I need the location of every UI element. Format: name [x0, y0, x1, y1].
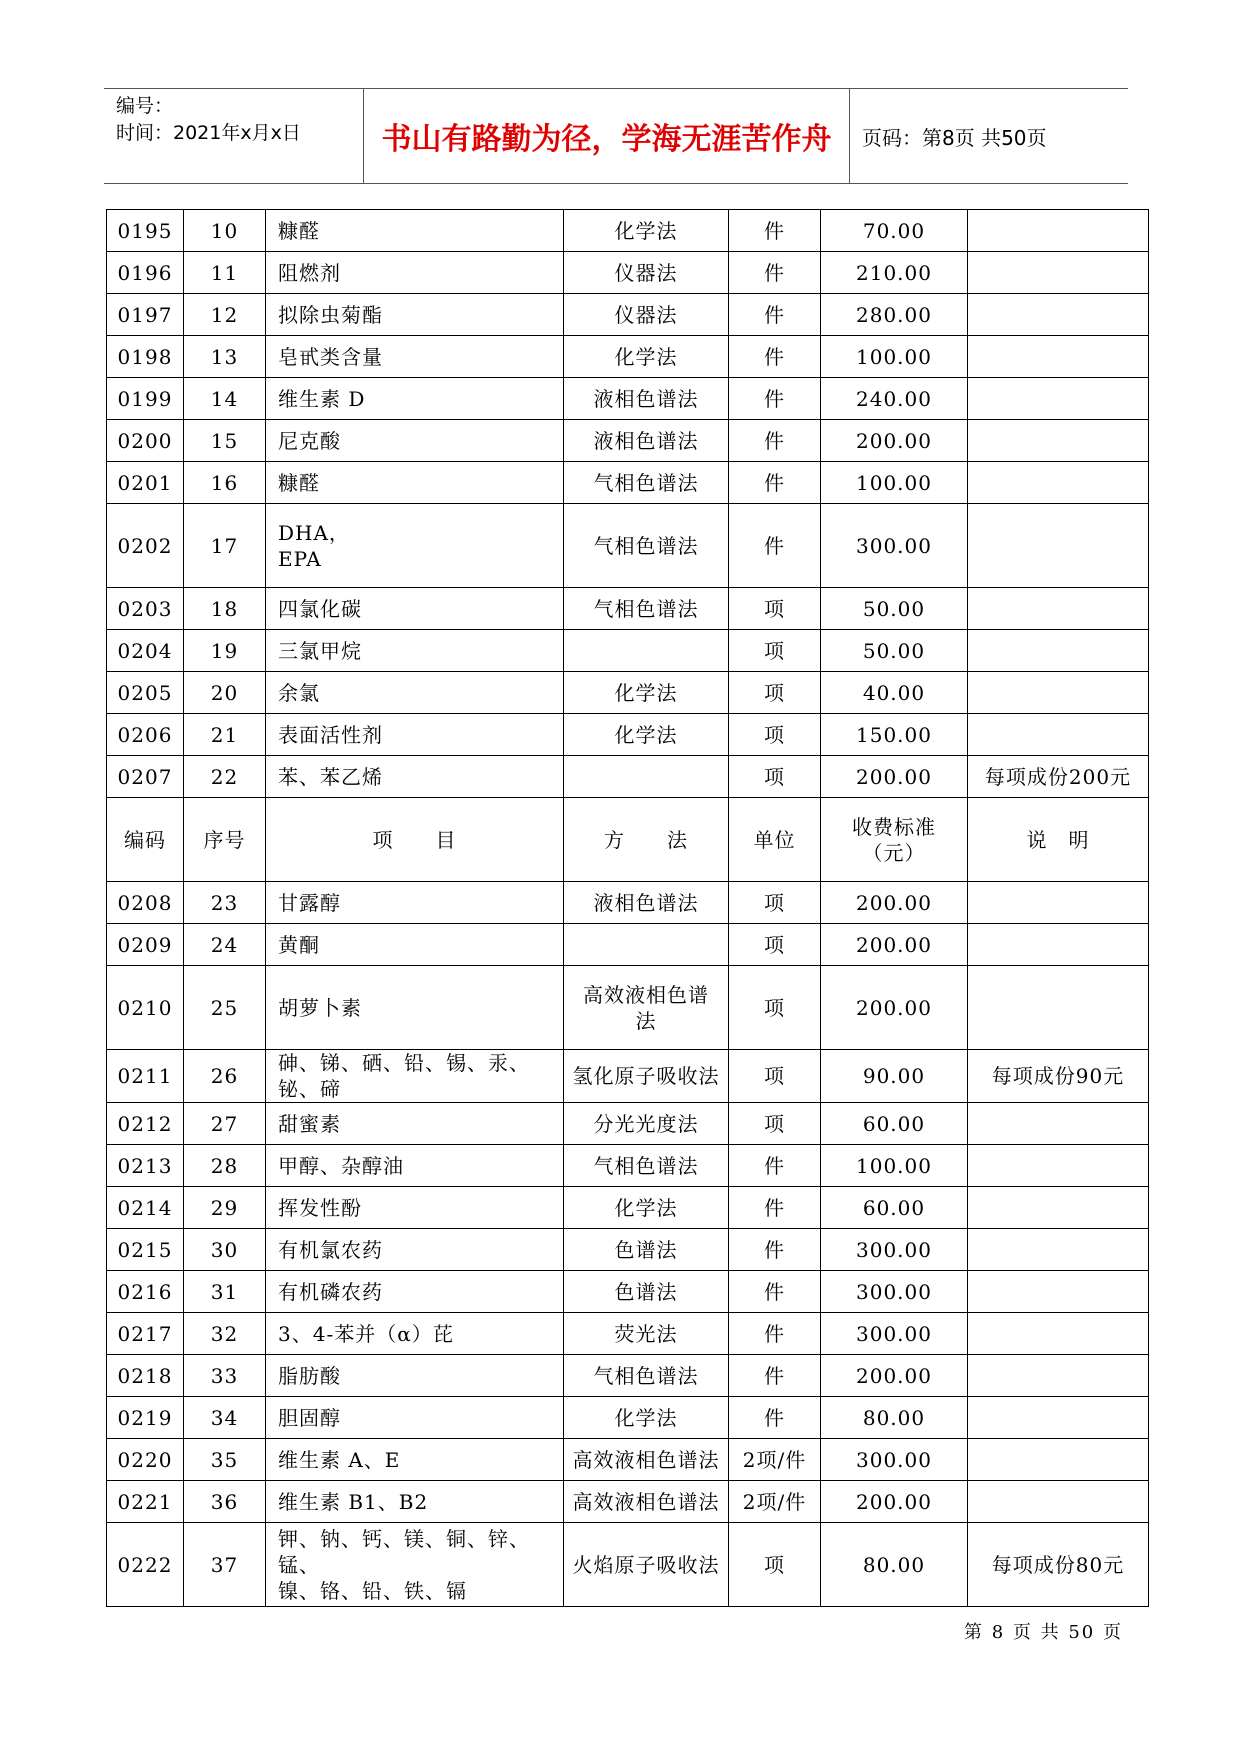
- cell-code: 0200: [107, 420, 184, 462]
- cell-method: 气相色谱法: [564, 462, 729, 504]
- cell-fee: 80.00: [821, 1523, 968, 1607]
- cell-code: 0222: [107, 1523, 184, 1607]
- cell-item: 胆固醇: [266, 1397, 564, 1439]
- cell-method: 气相色谱法: [564, 1145, 729, 1187]
- table-row: [107, 1103, 1149, 1145]
- cell-method: [564, 924, 729, 966]
- table-row: [107, 1439, 1149, 1481]
- table-row: [107, 672, 1149, 714]
- cell-note: 每项成份200元: [968, 756, 1149, 798]
- column-header-note: 说 明: [968, 798, 1149, 882]
- cell-seq: 23: [184, 882, 266, 924]
- cell-code: 0211: [107, 1050, 184, 1103]
- cell-unit: 项: [729, 924, 821, 966]
- table-row: [107, 1229, 1149, 1271]
- cell-seq: 30: [184, 1229, 266, 1271]
- cell-note: [968, 588, 1149, 630]
- cell-item: 挥发性酚: [266, 1187, 564, 1229]
- cell-method: 液相色谱法: [564, 882, 729, 924]
- table-row: [107, 1050, 1149, 1103]
- cell-fee: 100.00: [821, 462, 968, 504]
- cell-fee: 200.00: [821, 1355, 968, 1397]
- cell-code: 0198: [107, 336, 184, 378]
- cell-unit: 2项/件: [729, 1439, 821, 1481]
- motto: 书山有路勤为径，学海无涯苦作舟: [364, 89, 850, 183]
- cell-item: 黄酮: [266, 924, 564, 966]
- cell-note: [968, 1271, 1149, 1313]
- cell-note: [968, 210, 1149, 252]
- cell-fee: 300.00: [821, 504, 968, 588]
- time-label: 时间：2021年x月x日: [116, 122, 301, 144]
- cell-method: 气相色谱法: [564, 588, 729, 630]
- cell-note: [968, 504, 1149, 588]
- cell-code: 0199: [107, 378, 184, 420]
- cell-code: 0217: [107, 1313, 184, 1355]
- cell-method: 高效液相色谱 法: [564, 966, 729, 1050]
- cell-note: [968, 1313, 1149, 1355]
- cell-item: 甲醇、杂醇油: [266, 1145, 564, 1187]
- table-row: [107, 924, 1149, 966]
- cell-unit: 件: [729, 1145, 821, 1187]
- column-header-unit: 单位: [729, 798, 821, 882]
- cell-method: 化学法: [564, 1187, 729, 1229]
- cell-code: 0209: [107, 924, 184, 966]
- cell-unit: 件: [729, 1187, 821, 1229]
- cell-code: 0221: [107, 1481, 184, 1523]
- cell-method: 化学法: [564, 672, 729, 714]
- cell-unit: 项: [729, 630, 821, 672]
- cell-item: 维生素 B1、B2: [266, 1481, 564, 1523]
- cell-code: 0202: [107, 504, 184, 588]
- cell-unit: 件: [729, 504, 821, 588]
- cell-method: 仪器法: [564, 294, 729, 336]
- cell-method: 色谱法: [564, 1271, 729, 1313]
- cell-item: 三氯甲烷: [266, 630, 564, 672]
- cell-note: [968, 1103, 1149, 1145]
- cell-fee: 80.00: [821, 1397, 968, 1439]
- cell-method: 气相色谱法: [564, 1355, 729, 1397]
- cell-note: [968, 1481, 1149, 1523]
- cell-note: [968, 462, 1149, 504]
- cell-code: 0213: [107, 1145, 184, 1187]
- page-header: [104, 88, 1128, 184]
- cell-fee: 300.00: [821, 1229, 968, 1271]
- cell-seq: 26: [184, 1050, 266, 1103]
- cell-fee: 50.00: [821, 630, 968, 672]
- cell-fee: 210.00: [821, 252, 968, 294]
- cell-unit: 项: [729, 1103, 821, 1145]
- cell-item: 维生素 A、E: [266, 1439, 564, 1481]
- table-row: [107, 1481, 1149, 1523]
- cell-method: 氢化原子吸收法: [564, 1050, 729, 1103]
- cell-method: 色谱法: [564, 1229, 729, 1271]
- cell-unit: 件: [729, 1313, 821, 1355]
- cell-item: 阻燃剂: [266, 252, 564, 294]
- cell-seq: 29: [184, 1187, 266, 1229]
- cell-item: 胡萝卜素: [266, 966, 564, 1050]
- number-label: 编号：: [116, 95, 174, 117]
- cell-seq: 37: [184, 1523, 266, 1607]
- cell-method: [564, 756, 729, 798]
- cell-code: 0195: [107, 210, 184, 252]
- cell-fee: 70.00: [821, 210, 968, 252]
- cell-code: 0215: [107, 1229, 184, 1271]
- cell-unit: 项: [729, 756, 821, 798]
- cell-item: 甘露醇: [266, 882, 564, 924]
- cell-fee: 100.00: [821, 1145, 968, 1187]
- cell-fee: 200.00: [821, 924, 968, 966]
- cell-seq: 33: [184, 1355, 266, 1397]
- cell-method: 火焰原子吸收法: [564, 1523, 729, 1607]
- table-row: [107, 1397, 1149, 1439]
- table-row: [107, 588, 1149, 630]
- cell-item: 甜蜜素: [266, 1103, 564, 1145]
- cell-item: 钾、钠、钙、镁、铜、锌、锰、 镍、铬、铅、铁、镉: [266, 1523, 564, 1607]
- cell-fee: 50.00: [821, 588, 968, 630]
- cell-note: [968, 1355, 1149, 1397]
- table-row: [107, 1271, 1149, 1313]
- cell-seq: 22: [184, 756, 266, 798]
- cell-code: 0196: [107, 252, 184, 294]
- cell-unit: 件: [729, 336, 821, 378]
- cell-item: 拟除虫菊酯: [266, 294, 564, 336]
- cell-seq: 25: [184, 966, 266, 1050]
- cell-seq: 20: [184, 672, 266, 714]
- cell-method: 化学法: [564, 210, 729, 252]
- cell-note: [968, 294, 1149, 336]
- cell-seq: 16: [184, 462, 266, 504]
- cell-item: DHA， EPA: [266, 504, 564, 588]
- cell-item: 有机氯农药: [266, 1229, 564, 1271]
- cell-code: 0201: [107, 462, 184, 504]
- cell-item: 苯、苯乙烯: [266, 756, 564, 798]
- cell-code: 0206: [107, 714, 184, 756]
- cell-note: [968, 714, 1149, 756]
- cell-method: 液相色谱法: [564, 420, 729, 462]
- table-row: [107, 1145, 1149, 1187]
- header-meta: [104, 89, 364, 183]
- cell-fee: 200.00: [821, 1481, 968, 1523]
- cell-seq: 10: [184, 210, 266, 252]
- cell-note: [968, 252, 1149, 294]
- cell-seq: 17: [184, 504, 266, 588]
- cell-code: 0208: [107, 882, 184, 924]
- cell-note: [968, 378, 1149, 420]
- cell-item: 糠醛: [266, 462, 564, 504]
- cell-item: 3、4-苯并（α）芘: [266, 1313, 564, 1355]
- cell-code: 0220: [107, 1439, 184, 1481]
- cell-note: [968, 336, 1149, 378]
- cell-fee: 60.00: [821, 1103, 968, 1145]
- cell-method: [564, 630, 729, 672]
- table-row: [107, 336, 1149, 378]
- cell-seq: 24: [184, 924, 266, 966]
- cell-seq: 36: [184, 1481, 266, 1523]
- cell-unit: 项: [729, 714, 821, 756]
- table-header-row: [107, 798, 1149, 882]
- cell-code: 0204: [107, 630, 184, 672]
- column-header-seq: 序号: [184, 798, 266, 882]
- cell-code: 0219: [107, 1397, 184, 1439]
- cell-seq: 28: [184, 1145, 266, 1187]
- cell-unit: 件: [729, 1355, 821, 1397]
- cell-seq: 32: [184, 1313, 266, 1355]
- cell-method: 仪器法: [564, 252, 729, 294]
- table-row: [107, 882, 1149, 924]
- table-row: [107, 1187, 1149, 1229]
- cell-item: 维生素 D: [266, 378, 564, 420]
- table-row: [107, 756, 1149, 798]
- table-row: [107, 630, 1149, 672]
- cell-fee: 90.00: [821, 1050, 968, 1103]
- cell-note: [968, 1397, 1149, 1439]
- cell-item: 余氯: [266, 672, 564, 714]
- cell-method: 化学法: [564, 714, 729, 756]
- cell-unit: 件: [729, 462, 821, 504]
- cell-seq: 15: [184, 420, 266, 462]
- cell-code: 0216: [107, 1271, 184, 1313]
- cell-item: 尼克酸: [266, 420, 564, 462]
- cell-method: 化学法: [564, 336, 729, 378]
- cell-note: [968, 1229, 1149, 1271]
- cell-note: [968, 882, 1149, 924]
- page-footer: 第 8 页 共 50 页: [964, 1622, 1123, 1643]
- table-row: [107, 462, 1149, 504]
- cell-note: [968, 630, 1149, 672]
- cell-method: 高效液相色谱法: [564, 1439, 729, 1481]
- cell-fee: 200.00: [821, 420, 968, 462]
- table-row: [107, 1355, 1149, 1397]
- cell-fee: 60.00: [821, 1187, 968, 1229]
- column-header-item: 项 目: [266, 798, 564, 882]
- cell-seq: 18: [184, 588, 266, 630]
- column-header-code: 编码: [107, 798, 184, 882]
- table-row: [107, 294, 1149, 336]
- cell-code: 0197: [107, 294, 184, 336]
- table-row: [107, 714, 1149, 756]
- table-row: [107, 252, 1149, 294]
- cell-unit: 件: [729, 420, 821, 462]
- cell-fee: 280.00: [821, 294, 968, 336]
- column-header-method: 方 法: [564, 798, 729, 882]
- cell-note: [968, 924, 1149, 966]
- cell-method: 荧光法: [564, 1313, 729, 1355]
- cell-unit: 件: [729, 210, 821, 252]
- cell-code: 0205: [107, 672, 184, 714]
- cell-unit: 项: [729, 966, 821, 1050]
- cell-method: 气相色谱法: [564, 504, 729, 588]
- cell-unit: 项: [729, 1050, 821, 1103]
- cell-fee: 300.00: [821, 1313, 968, 1355]
- cell-unit: 件: [729, 1271, 821, 1313]
- cell-item: 有机磷农药: [266, 1271, 564, 1313]
- table-row: [107, 1523, 1149, 1607]
- cell-note: [968, 420, 1149, 462]
- page-label: 页码：第8页 共50页: [862, 125, 1047, 150]
- cell-method: 高效液相色谱法: [564, 1481, 729, 1523]
- cell-code: 0207: [107, 756, 184, 798]
- cell-code: 0214: [107, 1187, 184, 1229]
- cell-method: 化学法: [564, 1397, 729, 1439]
- cell-seq: 31: [184, 1271, 266, 1313]
- cell-note: [968, 672, 1149, 714]
- cell-seq: 27: [184, 1103, 266, 1145]
- table-row: [107, 210, 1149, 252]
- cell-item: 糠醛: [266, 210, 564, 252]
- cell-note: 每项成份80元: [968, 1523, 1149, 1607]
- cell-seq: 13: [184, 336, 266, 378]
- cell-unit: 项: [729, 672, 821, 714]
- cell-note: [968, 1439, 1149, 1481]
- table-row: [107, 504, 1149, 588]
- cell-unit: 项: [729, 882, 821, 924]
- cell-note: [968, 1187, 1149, 1229]
- table-row: [107, 378, 1149, 420]
- cell-note: [968, 966, 1149, 1050]
- cell-unit: 2项/件: [729, 1481, 821, 1523]
- table-row: [107, 966, 1149, 1050]
- table-row: [107, 420, 1149, 462]
- cell-seq: 35: [184, 1439, 266, 1481]
- cell-unit: 件: [729, 294, 821, 336]
- cell-item: 四氯化碳: [266, 588, 564, 630]
- column-header-fee: 收费标准 （元）: [821, 798, 968, 882]
- cell-unit: 件: [729, 1397, 821, 1439]
- cell-fee: 40.00: [821, 672, 968, 714]
- cell-unit: 件: [729, 378, 821, 420]
- cell-seq: 11: [184, 252, 266, 294]
- cell-unit: 项: [729, 588, 821, 630]
- cell-fee: 300.00: [821, 1271, 968, 1313]
- cell-item: 表面活性剂: [266, 714, 564, 756]
- cell-note: [968, 1145, 1149, 1187]
- cell-code: 0218: [107, 1355, 184, 1397]
- cell-fee: 300.00: [821, 1439, 968, 1481]
- cell-note: 每项成份90元: [968, 1050, 1149, 1103]
- cell-code: 0203: [107, 588, 184, 630]
- cell-item: 皂甙类含量: [266, 336, 564, 378]
- cell-fee: 200.00: [821, 756, 968, 798]
- cell-unit: 项: [729, 1523, 821, 1607]
- cell-unit: 件: [729, 1229, 821, 1271]
- cell-fee: 240.00: [821, 378, 968, 420]
- cell-item: 砷、锑、硒、铅、锡、汞、铋、碲: [266, 1050, 564, 1103]
- cell-seq: 34: [184, 1397, 266, 1439]
- cell-item: 脂肪酸: [266, 1355, 564, 1397]
- cell-fee: 150.00: [821, 714, 968, 756]
- cell-code: 0210: [107, 966, 184, 1050]
- table-row: [107, 1313, 1149, 1355]
- cell-unit: 件: [729, 252, 821, 294]
- cell-seq: 14: [184, 378, 266, 420]
- fee-table: [106, 209, 1149, 1607]
- cell-method: 分光光度法: [564, 1103, 729, 1145]
- cell-method: 液相色谱法: [564, 378, 729, 420]
- cell-seq: 21: [184, 714, 266, 756]
- cell-fee: 200.00: [821, 882, 968, 924]
- cell-seq: 12: [184, 294, 266, 336]
- cell-fee: 200.00: [821, 966, 968, 1050]
- cell-fee: 100.00: [821, 336, 968, 378]
- cell-code: 0212: [107, 1103, 184, 1145]
- cell-seq: 19: [184, 630, 266, 672]
